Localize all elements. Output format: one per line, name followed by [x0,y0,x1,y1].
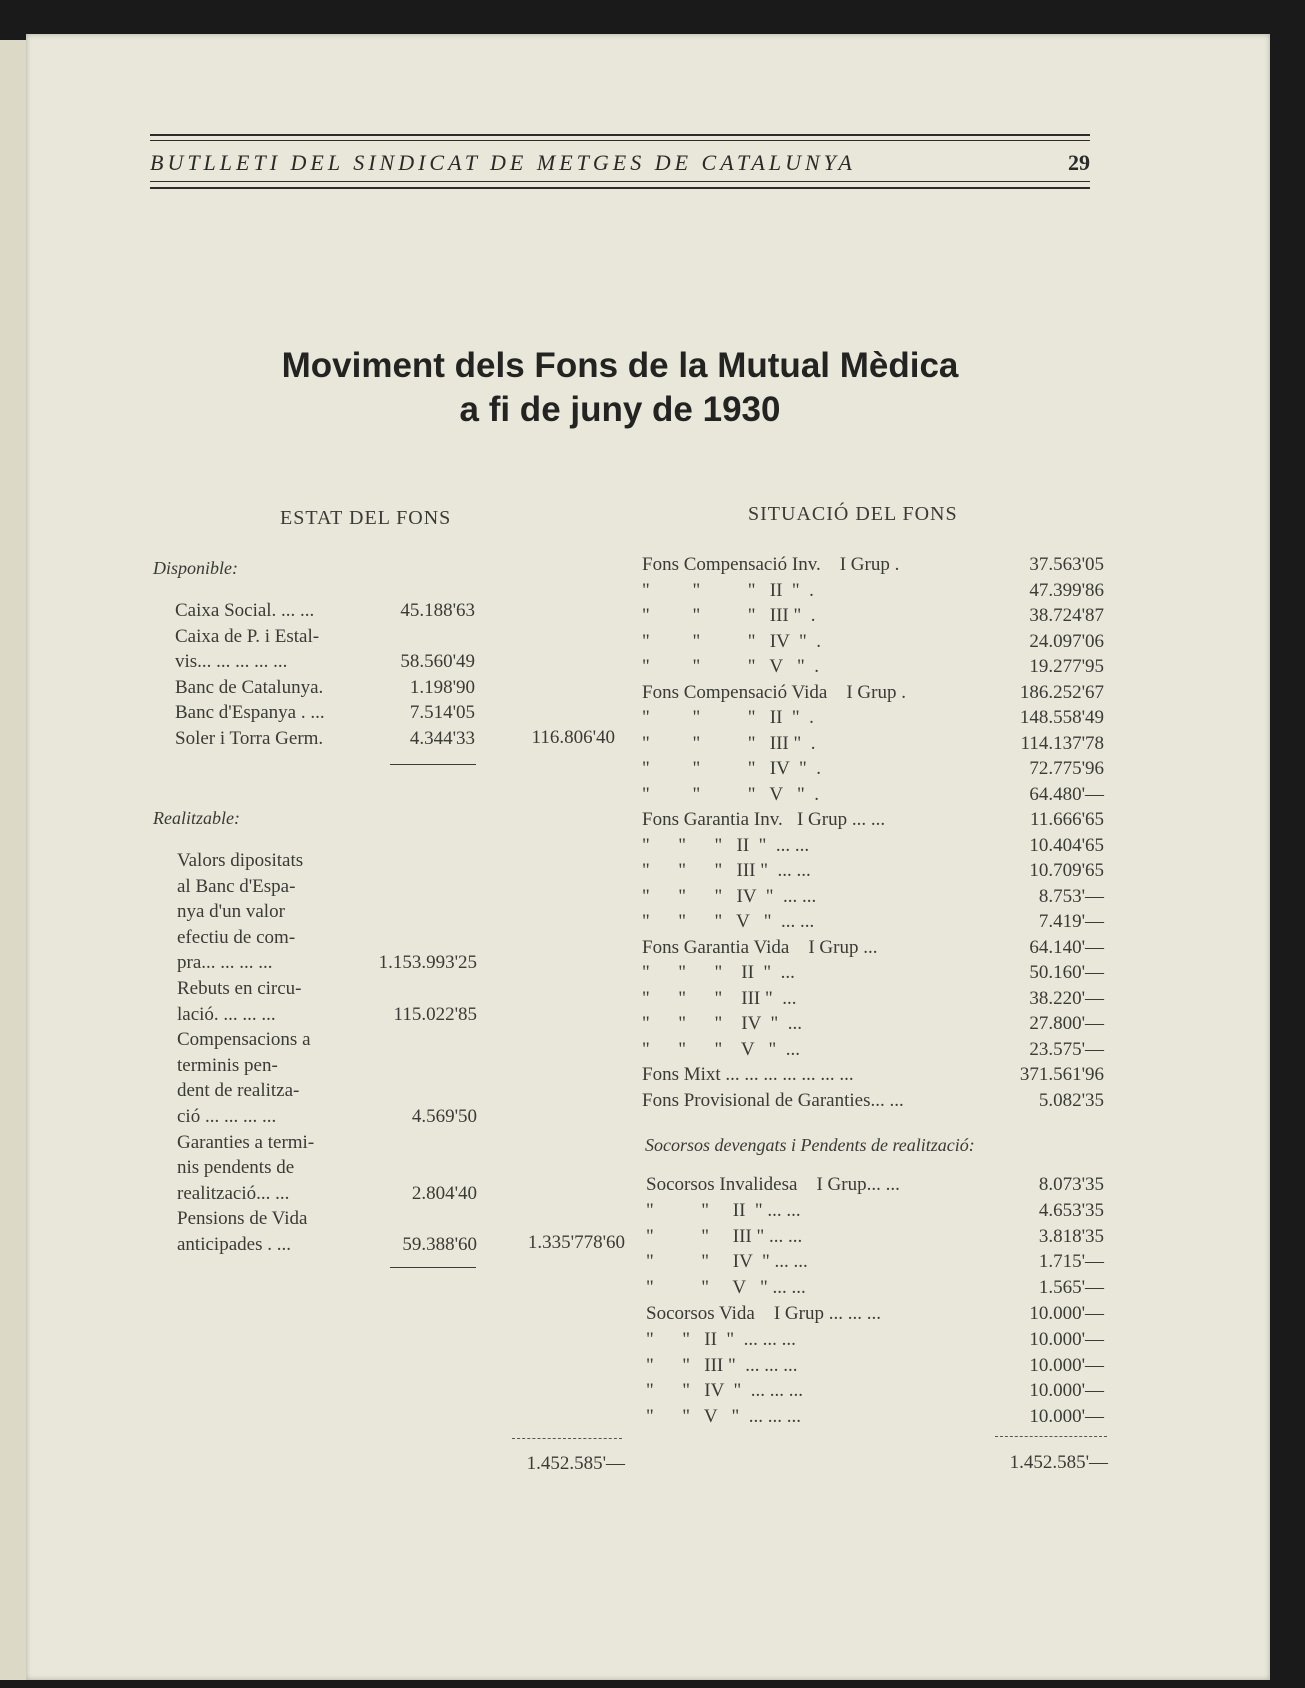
situacio-row [642,552,1104,578]
situacio-row-label: " " " II " . [642,707,814,728]
realitzable-row-label: Rebuts en circu- [177,978,302,999]
realitzable-row [177,874,477,900]
situacio-row [642,960,1104,986]
situacio-row-value: 371.561'96 [1019,1064,1104,1085]
realitzable-row [177,1155,477,1181]
situacio-row [642,603,1104,629]
page-title [150,344,1090,432]
situacio-row-label: " " " II " . [642,579,814,601]
situacio-row [642,909,1104,935]
realitzable-row-label: nis pendents de [177,1157,295,1179]
title-line-1: Moviment dels Fons de la Mutual Mèdica [281,346,959,385]
socorsos-row-label: " " II " ... ... ... [646,1328,796,1350]
situacio-row-value: 72.775'96 [1029,758,1104,779]
realitzable-row-value: 115.022'85 [393,1003,477,1025]
realitzable-row-label: Pensions de Vida [177,1208,308,1230]
socorsos-row-value: 1.565'— [1038,1277,1104,1299]
situacio-row-label: Fons Garantia Vida I Grup ... [642,936,878,958]
disponible-row [175,649,475,675]
situacio-row-value: 186.252'67 [1019,681,1104,703]
situacio-row-value: 5.082'35 [1038,1089,1104,1111]
socorsos-row-label: " " IV " ... ... [646,1251,808,1273]
realitzable-row [177,848,477,874]
socorsos-row [646,1275,1104,1301]
situacio-row [642,1037,1104,1063]
situacio-row [642,1088,1104,1114]
socorsos-row-label: Socorsos Vida I Grup ... ... ... [646,1303,881,1324]
realitzable-row-label: pra... ... ... ... [177,952,273,974]
disponible-row-label: vis... ... ... ... ... [175,651,288,672]
realitzable-row [177,1130,477,1156]
realitzable-row-label: terminis pen- [177,1054,278,1076]
socorsos-row [646,1404,1104,1430]
page-spine [0,40,28,1680]
situacio-row-label: Fons Compensació Vida I Grup . [642,681,906,703]
socorsos-row-value: 4.653'35 [1038,1199,1104,1221]
disponible-label: Disponible: [153,558,238,578]
realitzable-row-label: dent de realitza- [177,1080,300,1102]
disponible-row-label: Banc d'Espanya . ... [175,702,325,723]
realitzable-row [177,1232,477,1258]
situacio-row-label: " " " V " . [642,783,820,805]
socorsos-row-label: " " II " ... ... [646,1199,801,1221]
socorsos-row [646,1327,1104,1353]
socorsos-row-value: 3.818'35 [1038,1225,1104,1247]
situacio-grand-total-value: 1.452.585'— [1009,1452,1108,1473]
situacio-row-value: 8.753'— [1038,885,1104,907]
socorsos-row-label: " " III " ... ... [646,1225,803,1247]
socorsos-row-value: 10.000'— [1029,1380,1104,1402]
situacio-row-value: 114.137'78 [1020,732,1104,754]
realitzable-row-label: Valors dipositats [177,850,304,871]
realitzable-row [177,1002,477,1028]
situacio-row-label: " " " IV " ... [642,1013,802,1034]
header-rule-top-thin [150,140,1090,141]
disponible-rule [390,764,476,765]
situacio-row-label: Fons Provisional de Garanties... ... [642,1089,904,1111]
realitzable-row [177,1104,477,1130]
disponible-row-value: 7.514'05 [409,702,475,723]
situacio-row [642,782,1104,808]
disponible-row-label: Caixa Social. ... ... [175,600,315,621]
estat-grand-total-value: 1.452.585'— [526,1453,625,1474]
header-rule-bottom [150,187,1090,189]
disponible-total-value: 116.806'40 [531,727,615,748]
socorsos-row-label: " " V " ... ... ... [646,1406,802,1428]
situacio-row [642,731,1104,757]
situacio-row-value: 27.800'— [1029,1013,1104,1034]
situacio-row-label: " " " IV " ... ... [642,885,817,907]
socorsos-row-label: " " V " ... ... [646,1277,806,1299]
header-rule-bottom-thin [150,181,1090,182]
realitzable-row [177,925,477,951]
socorsos-row [646,1198,1104,1224]
situacio-row-value: 24.097'06 [1029,630,1104,652]
realitzable-row-value: 2.804'40 [411,1182,477,1204]
situacio-row-value: 23.575'— [1029,1038,1104,1060]
situacio-row-value: 64.140'— [1029,936,1104,958]
socorsos-row-value: 1.715'— [1038,1251,1104,1273]
realitzable-row [177,899,477,925]
socorsos-row-label: Socorsos Invalidesa I Grup... ... [646,1174,900,1195]
realitzable-row [177,1053,477,1079]
situacio-row [642,654,1104,680]
realitzable-total-value: 1.335'778'60 [527,1232,625,1253]
title-line-2: a fi de juny de 1930 [459,390,781,429]
disponible-row [175,726,475,752]
disponible-row-label: Banc de Catalunya. [175,676,324,698]
disponible-total [495,725,615,751]
realitzable-row [177,976,477,1002]
running-head [150,150,1090,178]
realitzable-row-label: nya d'un valor [177,901,285,923]
realitzable-row-value: 4.569'50 [411,1106,477,1127]
realitzable-row-label: lació. ... ... ... [177,1003,276,1025]
socorsos-row-value: 10.000'— [1029,1406,1104,1428]
situacio-row [642,884,1104,910]
situacio-row [642,986,1104,1012]
page-number: 29 [1068,150,1090,175]
realitzable-row [177,1027,477,1053]
situacio-row-label: " " " II " ... ... [642,834,810,856]
realitzable-row-label: efectiu de com- [177,926,296,948]
realitzable-row-value: 1.153.993'25 [378,952,477,974]
estat-total-rule [512,1438,622,1439]
realitzable-row [177,950,477,976]
situacio-row-value: 7.419'— [1038,911,1104,932]
situacio-row-label: " " " III " . [642,605,816,626]
disponible-row-value: 4.344'33 [409,727,475,749]
disponible-row-label: Soler i Torra Germ. [175,727,324,749]
realitzable-row-label: Garanties a termi- [177,1131,315,1153]
realitzable-row-label: Compensacions a [177,1029,311,1051]
situacio-row-value: 38.724'87 [1029,605,1104,626]
realitzable-rule [390,1267,476,1268]
socorsos-row [646,1249,1104,1275]
situacio-grand-total [980,1450,1108,1476]
disponible-row [175,675,475,701]
socorsos-row-value: 10.000'— [1029,1328,1104,1350]
disponible-row-value: 45.188'63 [400,600,475,621]
realitzable-row-label: ció ... ... ... ... [177,1106,277,1127]
situacio-row-label: " " " IV " . [642,758,821,779]
situacio-row-label: Fons Garantia Inv. I Grup ... ... [642,809,886,830]
situacio-row-label: " " " IV " . [642,630,821,652]
header-rule-top [150,134,1090,136]
situacio-row-label: " " " III " . [642,732,816,754]
realitzable-total [500,1230,625,1256]
situacio-row [642,578,1104,604]
socorsos-row-value: 8.073'35 [1038,1174,1104,1195]
realitzable-row-label: al Banc d'Espa- [177,875,296,897]
situacio-row-value: 11.666'65 [1030,809,1104,830]
situacio-row-label: Fons Mixt ... ... ... ... ... ... ... [642,1064,854,1085]
situacio-row-label: " " " III " ... [642,987,797,1009]
situacio-row-label: " " " II " ... [642,962,795,983]
realitzable-row [177,1181,477,1207]
situacio-total-rule [995,1436,1107,1437]
situacio-row-value: 64.480'— [1029,783,1104,805]
socorsos-row [646,1301,1104,1327]
situacio-row-value: 47.399'86 [1029,579,1104,601]
situacio-row [642,1062,1104,1088]
situacio-row [642,807,1104,833]
situacio-row-label: " " " V " ... ... [642,911,815,932]
socorsos-row-label: " " III " ... ... ... [646,1354,798,1376]
situacio-row [642,833,1104,859]
running-title: BUTLLETI DEL SINDICAT DE METGES DE CATALUNYA [150,150,856,175]
disponible-row-value: 1.198'90 [409,676,475,698]
disponible-row-value: 58.560'49 [400,651,475,672]
estat-heading: ESTAT DEL FONS [280,507,452,529]
realitzable-row-label: anticipades . ... [177,1234,291,1255]
disponible-row [175,598,475,624]
situacio-row-label: " " " V " . [642,656,820,677]
disponible-row [175,624,475,650]
situacio-row-value: 19.277'95 [1029,656,1104,677]
socorsos-label: Socorsos devengats i Pendents de realització: [645,1135,975,1155]
situacio-row-value: 148.558'49 [1019,707,1104,728]
situacio-row-value: 50.160'— [1029,962,1104,983]
realitzable-label: Realitzable: [153,808,240,828]
situacio-row [642,858,1104,884]
situacio-row-label: " " " V " ... [642,1038,801,1060]
situacio-row-value: 38.220'— [1029,987,1104,1009]
socorsos-row-value: 10.000'— [1029,1354,1104,1376]
socorsos-row [646,1224,1104,1250]
realitzable-row-value: 59.388'60 [402,1234,477,1255]
situacio-row-value: 10.709'65 [1029,860,1104,881]
disponible-row [175,700,475,726]
situacio-row [642,935,1104,961]
realitzable-row-label: realització... ... [177,1182,290,1204]
socorsos-row [646,1378,1104,1404]
situacio-row [642,756,1104,782]
disponible-row-label: Caixa de P. i Estal- [175,625,320,647]
realitzable-row [177,1206,477,1232]
situacio-row [642,705,1104,731]
situacio-row-value: 10.404'65 [1029,834,1104,856]
situacio-row-label: Fons Compensació Inv. I Grup . [642,554,900,575]
situacio-row [642,680,1104,706]
situacio-heading: SITUACIÓ DEL FONS [748,503,958,525]
situacio-row-label: " " " III " ... ... [642,860,811,881]
socorsos-row [646,1353,1104,1379]
socorsos-row-label: " " IV " ... ... ... [646,1380,803,1402]
situacio-row [642,1011,1104,1037]
situacio-row-value: 37.563'05 [1029,554,1104,575]
estat-grand-total [500,1451,625,1477]
realitzable-row [177,1078,477,1104]
socorsos-row [646,1172,1104,1198]
socorsos-row-value: 10.000'— [1029,1303,1104,1324]
situacio-row [642,629,1104,655]
